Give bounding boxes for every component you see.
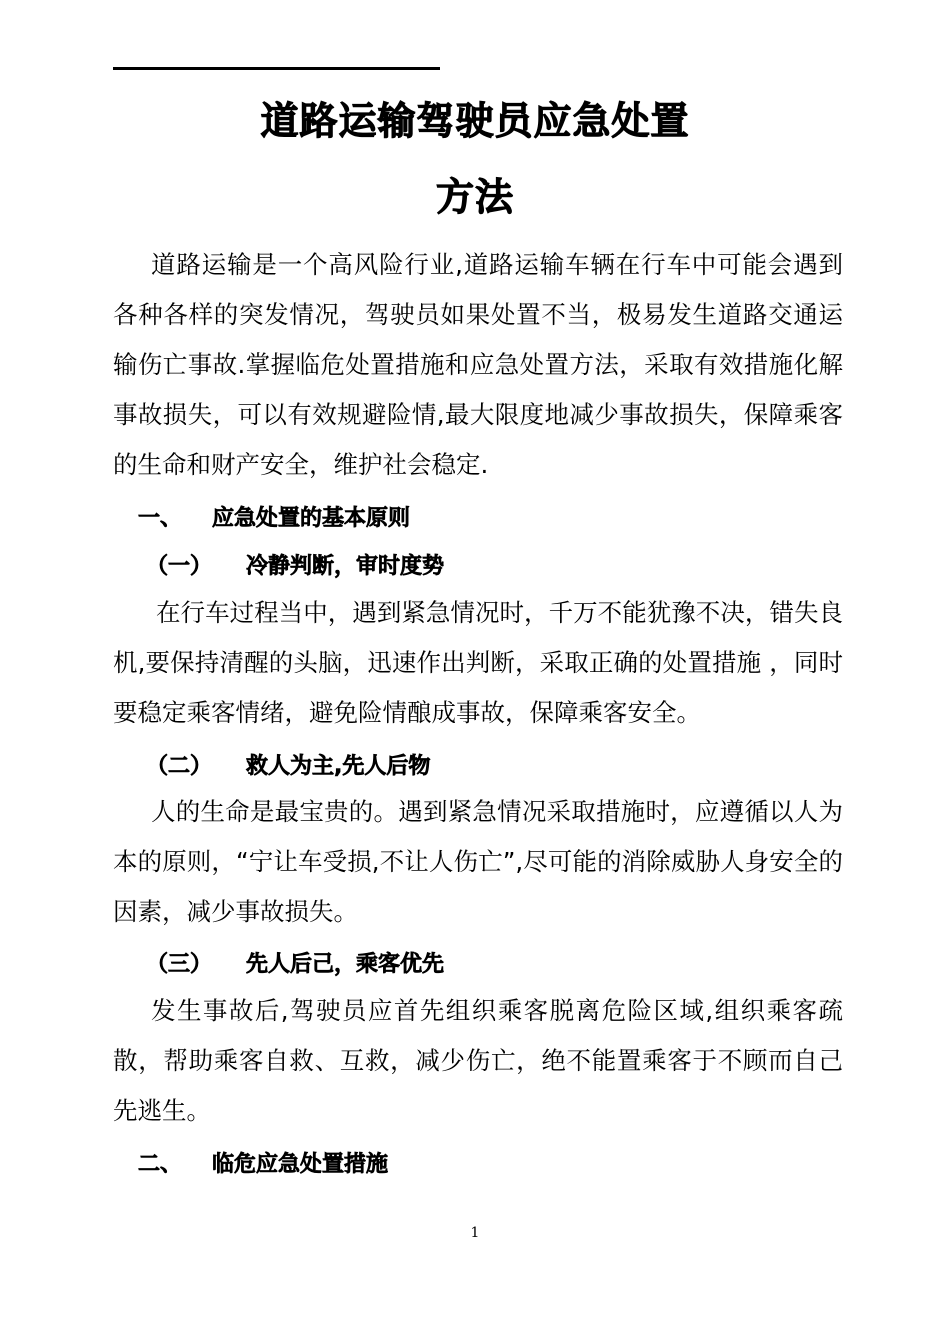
document-title-line2: 方法 — [435, 175, 514, 219]
section-2-number: 二、 — [138, 1152, 183, 1177]
section-2-title: 临危应急处置措施 — [212, 1152, 389, 1177]
subsection-2-body: 人的生命是最宝贵的。遇到紧急情况采取措施时，应遵循以人为本的原则，“宁让车受损,不让人伤亡”,尽可能的消除威胁人身安全的因素，减少事故损失。 — [113, 797, 843, 926]
subsection-3-title: 先人后己，乘客优先 — [246, 952, 445, 977]
document-title-line1: 道路运输驾驶员应急处置 — [260, 99, 690, 143]
intro-paragraph: 道路运输是一个高风险行业,道路运输车辆在行车中可能会遇到各种各样的突发情况，驾驶员如果处置不当，极易发生道路交通运输伤亡事故.掌握临危处置措施和应急处置方法，采取有效措施化解事故损失，可以有效规避险情,最大限度地减少事故损失，保障乘客的生命和财产安全，维护社会稳定. — [113, 250, 843, 479]
subsection-3-body: 发生事故后,驾驶员应首先组织乘客脱离危险区域,组织乘客疏散，帮助乘客自救、互救，减少伤亡，绝不能置乘客于不顾而自己先逃生。 — [113, 996, 843, 1125]
page-number: 1 — [470, 1225, 480, 1241]
subsection-1-number: （一） — [146, 554, 213, 579]
subsection-2-title: 救人为主,先人后物 — [246, 754, 431, 779]
section-1-title: 应急处置的基本原则 — [212, 506, 411, 531]
subsection-1-body: 在行车过程当中，遇到紧急情况时，千万不能犹豫不决，错失良机,要保持清醒的头脑，迅速作出判断，采取正确的处置措施 ，同时要稳定乘客情绪，避免险情酿成事故，保障乘客安全。 — [113, 598, 843, 727]
subsection-2-number: （二） — [146, 754, 213, 779]
subsection-1-title: 冷静判断，审时度势 — [246, 554, 445, 579]
top-rule — [113, 67, 440, 70]
subsection-3-number: （三） — [146, 952, 213, 977]
section-1-number: 一、 — [138, 506, 183, 531]
